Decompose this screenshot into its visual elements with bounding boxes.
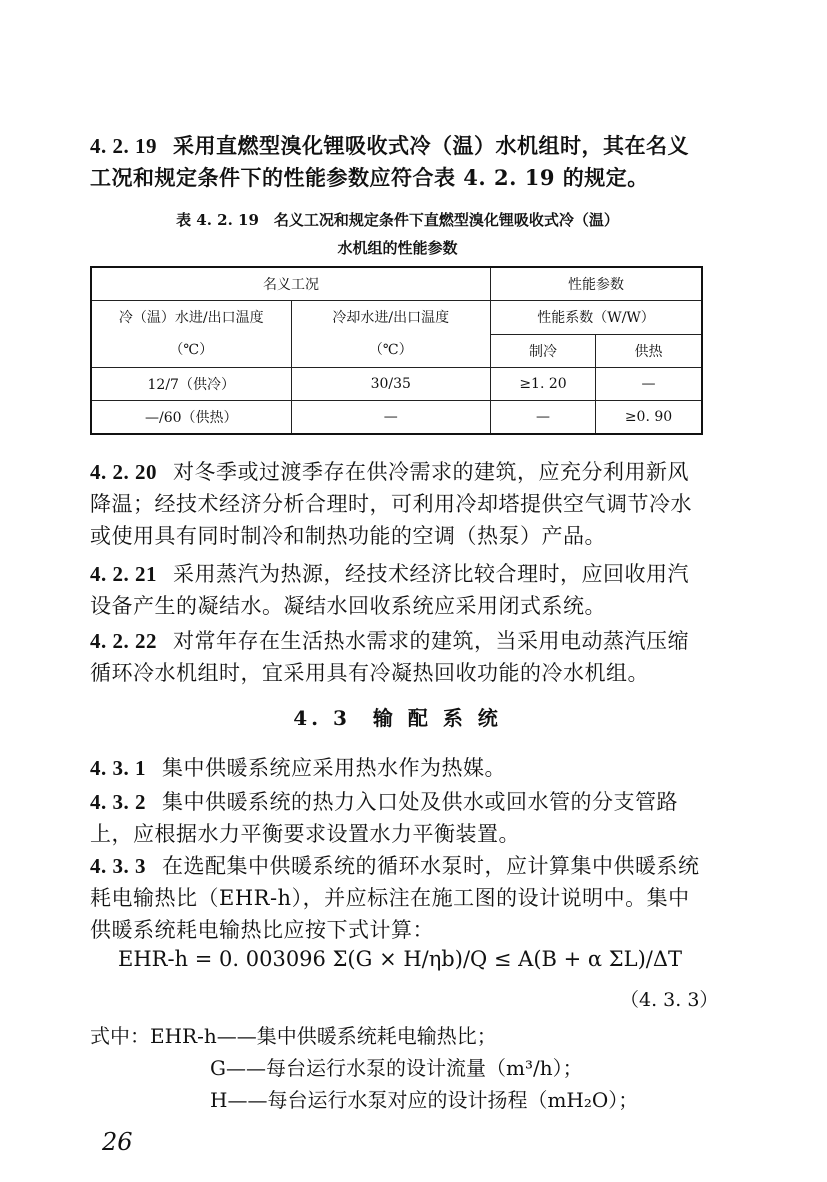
clause-number: 4. 2. 20	[90, 460, 157, 484]
clause-4-2-19	[90, 130, 705, 194]
variable-definition	[90, 1020, 497, 1049]
clause-4-3-1	[90, 752, 705, 784]
col-cooling-label: 冷却水进/出口温度	[332, 310, 450, 326]
clause-text: 对常年存在生活热水需求的建筑，当采用电动蒸汽压缩循环冷水机组时，宜采用具有冷凝热回收功能的冷水机组。	[90, 629, 689, 685]
header-nominal: 名义工况	[91, 267, 491, 301]
table-row	[91, 368, 702, 401]
performance-table	[90, 266, 703, 435]
clause-number: 4. 3. 2	[90, 790, 146, 814]
clause-number: 4. 2. 22	[90, 629, 157, 653]
clause-4-2-20	[90, 456, 705, 552]
col-chilled-unit: （℃）	[169, 342, 214, 358]
col-cooling-water	[291, 301, 491, 368]
clause-number: 4. 2. 21	[90, 562, 157, 586]
clause-number: 4. 3. 3	[90, 854, 146, 878]
clause-4-2-21	[90, 558, 705, 622]
table-caption-line2: 水机组的性能参数	[337, 239, 458, 257]
cell-cool: ≥1. 20	[491, 368, 596, 401]
col-cool: 制冷	[491, 334, 596, 368]
clause-4-2-22	[90, 625, 705, 689]
section-number: 4. 3	[293, 706, 351, 730]
col-cop: 性能系数（W/W）	[491, 301, 703, 335]
variable-definition	[210, 1084, 638, 1113]
cell-cooling: —	[291, 401, 491, 435]
clause-text: 集中供暖系统的热力入口处及供水或回水管的分支管路上，应根据水力平衡要求设置水力平衡装置。	[90, 790, 678, 846]
variable-definition	[210, 1052, 583, 1081]
section-title: 输 配 系 统	[372, 706, 502, 730]
clause-text: 对冬季或过渡季存在供冷需求的建筑，应充分利用新风降温；经技术经济分析合理时，可利用冷却塔提供空气调节冷水或使用具有同时制冷和制热功能的空调（热泵）产品。	[90, 460, 692, 548]
col-cooling-unit: （℃）	[368, 342, 413, 358]
col-chilled-label: 冷（温）水进/出口温度	[118, 310, 264, 326]
cell-cooling: 30/35	[291, 368, 491, 401]
col-heat: 供热	[596, 334, 703, 368]
cell-cool: —	[491, 401, 596, 435]
table-caption-line1: 表 4. 2. 19 名义工况和规定条件下直燃型溴化锂吸收式冷（温）	[176, 211, 619, 229]
cell-heat: —	[596, 368, 703, 401]
cell-chilled: 12/7（供冷）	[91, 368, 291, 401]
table-caption	[90, 206, 705, 262]
clause-text: 集中供暖系统应采用热水作为热媒。	[162, 756, 506, 780]
variable-symbol: G——	[210, 1056, 266, 1080]
variable-description: 每台运行水泵对应的设计扬程（mH₂O）；	[267, 1088, 639, 1112]
equation-number: （4. 3. 3）	[620, 989, 719, 1011]
clause-text: 采用蒸汽为热源，经技术经济比较合理时，应回收用汽设备产生的凝结水。凝结水回收系统应采用闭式系统。	[90, 562, 689, 618]
table-row	[91, 401, 702, 435]
clause-text: 在选配集中供暖系统的循环水泵时，应计算集中供暖系统耗电输热比（EHR-h），并应标注在施工图的设计说明中。集中供暖系统耗电输热比应按下式计算：	[90, 854, 700, 942]
clause-number: 4. 2. 19	[90, 134, 157, 158]
variable-symbol: 式中：EHR-h——	[90, 1024, 257, 1048]
cell-heat: ≥0. 90	[596, 401, 703, 435]
col-chilled-water	[91, 301, 291, 368]
clause-number: 4. 3. 1	[90, 756, 146, 780]
variable-description: 每台运行水泵的设计流量（m³/h）；	[265, 1056, 583, 1080]
page-number: 26	[102, 1128, 133, 1156]
equation: EHR-h = 0. 003096 Σ(G × H/ηb)/Q ≤ A(B + α ΣL)/ΔT	[118, 947, 683, 971]
header-perf: 性能参数	[491, 267, 703, 301]
variable-symbol: H——	[210, 1088, 268, 1112]
section-heading	[90, 702, 705, 731]
clause-4-3-3	[90, 850, 705, 946]
cell-chilled: —/60（供热）	[91, 401, 291, 435]
clause-4-3-2	[90, 786, 705, 850]
clause-text: 采用直燃型溴化锂吸收式冷（温）水机组时，其在名义工况和规定条件下的性能参数应符合表 4. 2. 19 的规定。	[90, 133, 689, 190]
variable-description: 集中供暖系统耗电输热比；	[256, 1024, 497, 1048]
